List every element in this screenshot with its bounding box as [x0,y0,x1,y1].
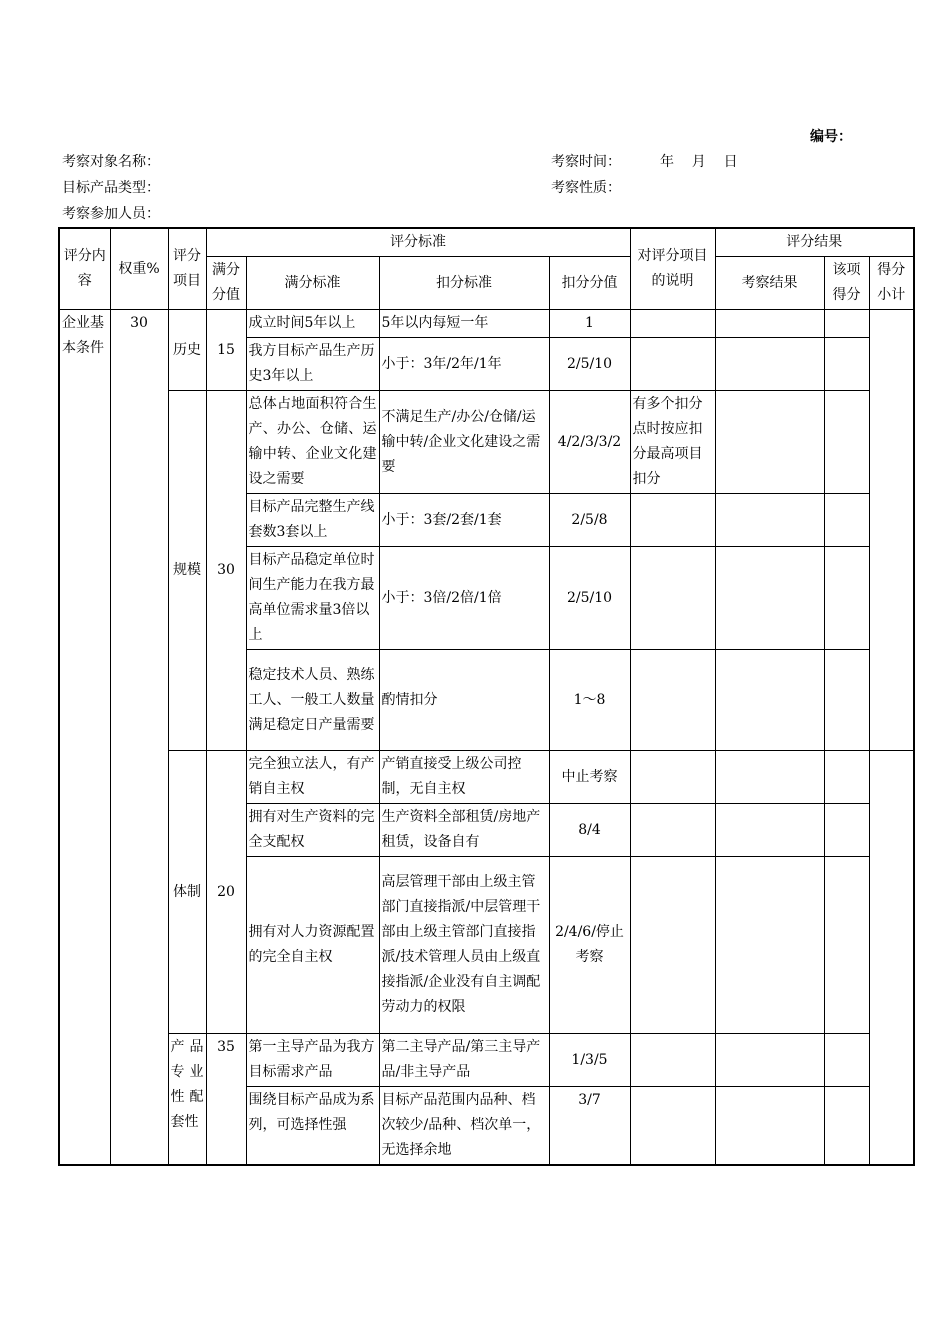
date-units: 年 月 日 [660,154,738,170]
header-item-score: 该项得分 [824,257,869,310]
inspection-result-cell [715,857,824,1034]
full-standard: 总体占地面积符合生产、办公、仓储、运输中转、企业文化建设之需要 [246,391,379,494]
explanation-cell [630,857,715,1034]
header-deduct-value: 扣分分值 [549,257,630,310]
explanation-cell [630,338,715,391]
explanation-cell [630,650,715,751]
table-row [59,310,914,338]
full-standard: 第一主导产品为我方目标需求产品 [246,1034,379,1087]
deduct-standard: 第二主导产品/第三主导产品/非主导产品 [379,1034,549,1087]
explanation-cell [630,804,715,857]
deduct-standard: 产销直接受上级公司控制，无自主权 [379,751,549,804]
subtotal-cell [869,310,914,751]
inspection-result-cell [715,1087,824,1166]
explanation-cell [630,494,715,547]
deduct-value: 2/5/10 [549,547,630,650]
explanation-cell [630,547,715,650]
deduct-value: 2/4/6/停止考察 [549,857,630,1034]
item-score-cell [824,751,869,804]
subtotal-cell [869,751,914,1166]
table-row [59,1034,914,1087]
inspection-time-label: 考察时间： [551,154,621,170]
header-subtotal: 得分小计 [869,257,914,310]
item-score-cell [824,804,869,857]
item-score-cell [824,391,869,494]
table-row [59,391,914,494]
deduct-value: 3/7 [549,1087,630,1166]
deduct-value: 2/5/10 [549,338,630,391]
full-standard: 目标产品完整生产线套数3套以上 [246,494,379,547]
header-result-group: 评分结果 [715,228,914,257]
deduct-value: 1 [549,310,630,338]
header-full-standard: 满分标准 [246,257,379,310]
item-name: 规模 [168,391,206,751]
item-name: 历史 [168,310,206,391]
evaluation-table [58,227,915,1166]
item-full-score: 30 [206,391,246,751]
deduct-value: 2/5/8 [549,494,630,547]
explanation-cell [630,1034,715,1087]
product-type-label: 目标产品类型： [62,180,160,196]
item-score-cell [824,494,869,547]
item-score-cell [824,547,869,650]
header-explanation: 对评分项目的说明 [630,228,715,310]
item-score-cell [824,1087,869,1166]
item-name: 产品专业性配套性 [168,1034,206,1166]
deduct-value: 1～8 [549,650,630,751]
deduct-standard: 小于：3年/2年/1年 [379,338,549,391]
full-standard: 稳定技术人员、熟练工人、一般工人数量满足稳定日产量需要 [246,650,379,751]
inspection-result-cell [715,804,824,857]
deduct-value: 1/3/5 [549,1034,630,1087]
item-score-cell [824,1034,869,1087]
header-content: 评分内容 [59,228,110,310]
header-criteria-group: 评分标准 [206,228,630,257]
explanation-cell: 有多个扣分点时按应扣分最高项目扣分 [630,391,715,494]
serial-number-label: 编号： [810,129,852,145]
inspection-result-cell [715,547,824,650]
header-deduct-standard: 扣分标准 [379,257,549,310]
inspection-result-cell [715,1034,824,1087]
subject-name-label: 考察对象名称： [62,154,160,170]
full-standard: 成立时间5年以上 [246,310,379,338]
inspection-result-cell [715,338,824,391]
category-weight: 30 [110,310,168,1166]
deduct-standard: 酌情扣分 [379,650,549,751]
header-item: 评分项目 [168,228,206,310]
item-score-cell [824,857,869,1034]
category-name: 企业基本条件 [59,310,110,1166]
header-weight: 权重% [110,228,168,310]
table-row [59,751,914,804]
inspection-result-cell [715,310,824,338]
header-full-score: 满分分值 [206,257,246,310]
deduct-standard: 高层管理干部由上级主管部门直接指派/中层管理干部由上级主管部门直接指派/技术管理人员由上级直接指派/企业没有自主调配劳动力的权限 [379,857,549,1034]
full-standard: 拥有对人力资源配置的完全自主权 [246,857,379,1034]
explanation-cell [630,1087,715,1166]
item-full-score: 35 [206,1034,246,1166]
inspection-nature-label: 考察性质： [551,180,621,196]
deduct-standard: 目标产品范围内品种、档次较少/品种、档次单一，无选择余地 [379,1087,549,1166]
full-standard: 我方目标产品生产历史3年以上 [246,338,379,391]
full-standard: 拥有对生产资料的完全支配权 [246,804,379,857]
deduct-value: 8/4 [549,804,630,857]
deduct-standard: 生产资料全部租赁/房地产租赁，设备自有 [379,804,549,857]
participants-label: 考察参加人员： [62,206,160,222]
explanation-cell [630,751,715,804]
header-row-1 [59,228,914,257]
deduct-standard: 小于：3套/2套/1套 [379,494,549,547]
item-full-score: 20 [206,751,246,1034]
full-standard: 围绕目标产品成为系列，可选择性强 [246,1087,379,1166]
item-name: 体制 [168,751,206,1034]
deduct-standard: 小于：3倍/2倍/1倍 [379,547,549,650]
item-score-cell [824,338,869,391]
item-score-cell [824,310,869,338]
inspection-result-cell [715,391,824,494]
deduct-standard: 不满足生产/办公/仓储/运输中转/企业文化建设之需要 [379,391,549,494]
deduct-standard: 5年以内每短一年 [379,310,549,338]
inspection-result-cell [715,751,824,804]
full-standard: 目标产品稳定单位时间生产能力在我方最高单位需求量3倍以上 [246,547,379,650]
item-score-cell [824,650,869,751]
item-full-score: 15 [206,310,246,391]
deduct-value: 中止考察 [549,751,630,804]
deduct-value: 4/2/3/3/2 [549,391,630,494]
inspection-result-cell [715,494,824,547]
explanation-cell [630,310,715,338]
inspection-result-cell [715,650,824,751]
header-inspection-result: 考察结果 [715,257,824,310]
full-standard: 完全独立法人，有产销自主权 [246,751,379,804]
